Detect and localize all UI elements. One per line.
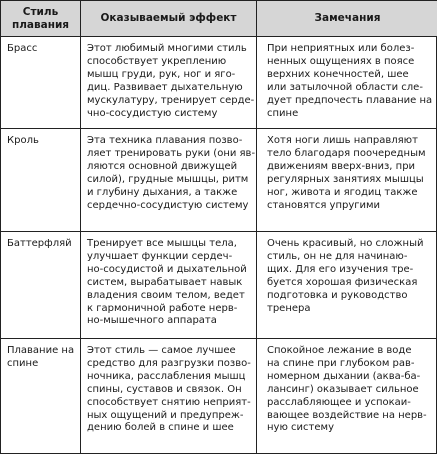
table-row-style: Брасс bbox=[7, 43, 38, 54]
header-effect-label: Оказываемый эффект bbox=[100, 12, 237, 24]
table-row-effect: Этот стиль — самое лучшее средство для разгрузки позво- ночника, расслабления мышц спины, суставов и связок. Он способствует снятию неприят- ных ощущений и предупреж- дению болей в спине и шее bbox=[87, 345, 251, 434]
header-effect bbox=[81, 1, 257, 37]
table-row-effect: Этот любимый многими стиль способствует укреплению мышц груди, рук, ног и яго- диц. Развивает дыхательную мускулатуру, тренирует серде- чно-сосудистую систему bbox=[87, 43, 255, 119]
table-row-remarks: Хотя ноги лишь направляют тело благодаря поочередным движениям вверх-вниз, при регулярных занятиях мышцы ног, живота и ягодиц также становятся упругими bbox=[267, 135, 426, 211]
table-row-remarks: Очень красивый, но сложный стиль, он не для начинаю- щих. Для его изучения тре- буется хорошая физическая подготовка и руководство тренера bbox=[267, 238, 424, 314]
table-row-style: Плавание на спине bbox=[7, 345, 75, 369]
table-row-effect: Эта техника плавания позво- ляет тренировать руки (они яв- ляются основной движущей силой), грудные мышцы, ритм и глубину дыхания, а также сердечно-сосудистую систему bbox=[87, 135, 256, 211]
header-remarks-label: Замечания bbox=[314, 12, 381, 24]
table-row-style: Баттерфляй bbox=[7, 238, 72, 249]
table-row-style: Кроль bbox=[7, 135, 39, 146]
table-row-remarks: Спокойное лежание в воде на спине при глубоком рав- номерном дыхании (аква-ба- лансинг) оказывает сильное расслабляющее и успокаи- вающее воздействие на нерв- ную систему bbox=[267, 345, 427, 434]
table-row-effect: Тренирует все мышцы тела, улучшает функции сердеч- но-сосудистой и дыхательной систем, вырабатывает навык владения своим телом, ведет к гармоничной работе нерв- но-мышечного аппарата bbox=[87, 238, 247, 327]
header-style-label: Стиль плавания bbox=[11, 5, 70, 31]
table-row-remarks: При неприятных или болез- ненных ощущениях в поясе верхних конечностей, шее или затылочной области сле- дует предпочесть плавание на спине bbox=[267, 43, 433, 119]
header-style bbox=[1, 1, 81, 37]
header-remarks bbox=[257, 1, 437, 37]
